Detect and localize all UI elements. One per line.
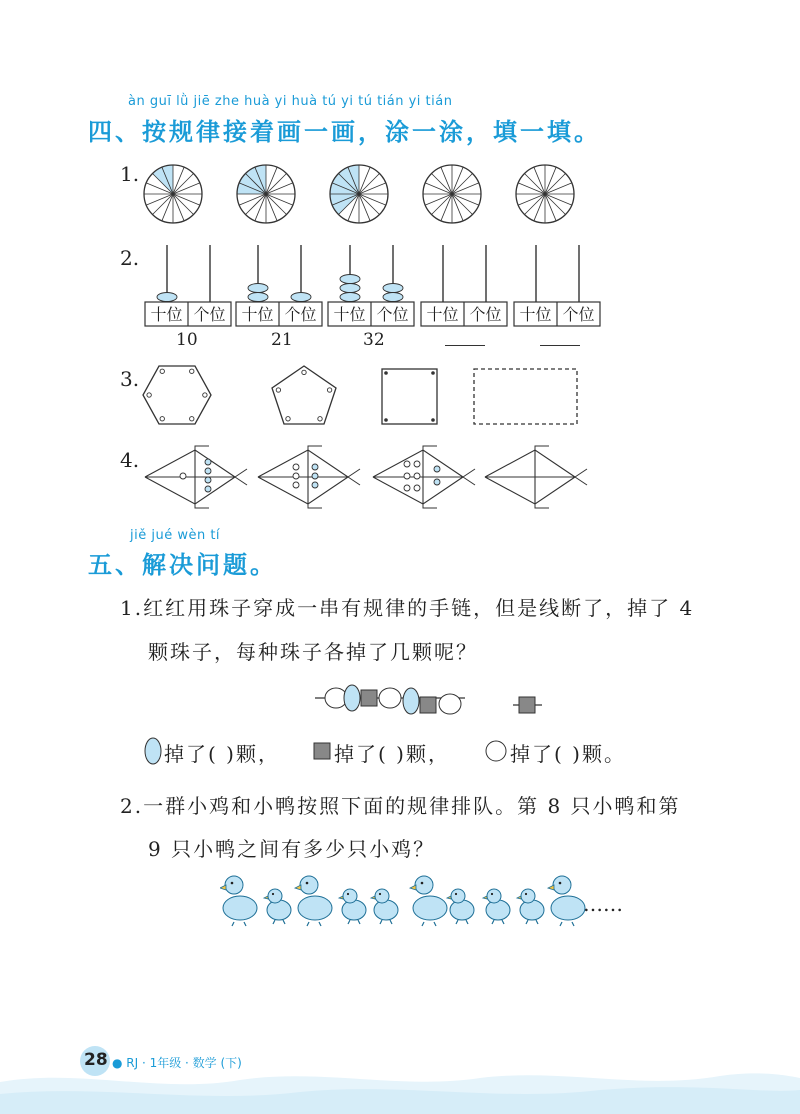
fish xyxy=(373,446,475,508)
bead-circle xyxy=(379,688,401,708)
corner-dot xyxy=(190,417,194,421)
bead-square xyxy=(420,697,436,713)
fish-dot-white xyxy=(180,473,186,479)
abacus-label-ones: 个位 xyxy=(193,305,226,324)
abacus-answer-blank-1[interactable] xyxy=(445,345,485,346)
fish-dot-blue xyxy=(434,466,440,472)
fish-dot-white xyxy=(414,473,420,479)
corner-dot xyxy=(302,370,306,374)
fraction-circle xyxy=(516,165,574,223)
abacus-label-tens: 十位 xyxy=(150,305,183,324)
fish-dot-white xyxy=(293,482,299,488)
section5-pinyin: jiě jué wèn tí xyxy=(130,528,221,543)
square-bead-icon xyxy=(312,740,332,762)
bead-square xyxy=(519,697,535,713)
fish-dot-blue xyxy=(312,482,318,488)
abacus-label-tens: 十位 xyxy=(333,305,366,324)
square-shape xyxy=(382,369,437,424)
bead-oval xyxy=(403,688,419,714)
corner-dot xyxy=(190,369,194,373)
chick-icon xyxy=(517,889,544,924)
fish-dot-blue xyxy=(434,479,440,485)
abacus-bead xyxy=(340,284,360,293)
section5-title: 五、解决问题。 xyxy=(88,551,277,579)
corner-dot xyxy=(384,418,388,422)
fraction-circle xyxy=(144,165,202,223)
abacus-bead xyxy=(291,293,311,302)
hexagon-shape xyxy=(143,366,211,424)
corner-dot xyxy=(276,388,280,392)
q2-number: 2. xyxy=(120,246,140,270)
abacus-bead xyxy=(383,284,403,293)
abacus-answer-blank-2[interactable] xyxy=(540,345,580,346)
section4-title: 四、按规律接着画一画，涂一涂，填一填。 xyxy=(88,118,601,146)
fish-dot-white xyxy=(414,461,420,467)
abacus-label-ones: 个位 xyxy=(284,305,317,324)
bracelet-illustration xyxy=(310,680,550,720)
oval-bead-icon xyxy=(143,736,163,766)
abacus-label-tens: 十位 xyxy=(241,305,274,324)
problem2-line2: 9 只小鸭之间有多少只小鸡？ xyxy=(148,837,436,861)
problem1-line1: 1.红红用珠子穿成一串有规律的手链，但是线断了，掉了 4 xyxy=(120,596,695,620)
fraction-circle xyxy=(423,165,481,223)
bead-square xyxy=(361,690,377,706)
abacus-label-ones: 个位 xyxy=(376,305,409,324)
corner-dot xyxy=(431,418,435,422)
q1-number: 1. xyxy=(120,162,140,186)
abacus xyxy=(236,245,322,326)
corner-dot xyxy=(160,417,164,421)
footer-book-info: ● RJ · 1年级 · 数学 (下) xyxy=(112,1056,242,1070)
fish-dot-white xyxy=(404,485,410,491)
corner-dot xyxy=(384,371,388,375)
section4-pinyin: àn guī lǜ jiē zhe huà yi huà tú yi tú tián yi tián xyxy=(128,94,453,109)
abacus-value-2: 21 xyxy=(271,330,293,350)
answer-square-count: 掉了( )颗， xyxy=(334,742,450,766)
problem1-line2: 颗珠子，每种珠子各掉了几颗呢？ xyxy=(148,640,478,664)
chick-icon xyxy=(447,889,474,924)
chick-icon xyxy=(264,889,291,924)
corner-dot xyxy=(286,417,290,421)
page-number: 28 xyxy=(84,1050,108,1070)
abacus xyxy=(328,245,414,326)
duck-icon xyxy=(220,876,257,926)
chick-duck-sequence xyxy=(220,870,600,930)
chick-icon xyxy=(339,889,366,924)
fish-dot-white xyxy=(404,461,410,467)
abacus-bead xyxy=(248,293,268,302)
fish-dot-white xyxy=(293,473,299,479)
fraction-circle xyxy=(237,165,295,223)
chick-icon xyxy=(483,889,510,924)
bead-circle xyxy=(439,694,461,714)
abacus-value-3: 32 xyxy=(363,330,385,350)
fraction-circle xyxy=(330,165,388,223)
fish-row xyxy=(140,440,620,515)
abacus-label-tens: 十位 xyxy=(426,305,459,324)
bead-oval xyxy=(344,685,360,711)
circle-bead-icon xyxy=(483,738,509,764)
duck-icon xyxy=(295,876,332,926)
chick-icon xyxy=(371,889,398,924)
abacus-bead xyxy=(340,293,360,302)
q4-number: 4. xyxy=(120,448,140,472)
corner-dot xyxy=(318,417,322,421)
corner-dot xyxy=(160,369,164,373)
abacus-bead xyxy=(383,293,403,302)
corner-dot xyxy=(431,371,435,375)
abacus-bead xyxy=(248,284,268,293)
polygon-row xyxy=(140,360,600,430)
answer-oval-count: 掉了( )颗， xyxy=(164,742,280,766)
fish-dot-blue xyxy=(312,464,318,470)
abacus xyxy=(514,245,600,326)
fish xyxy=(145,446,247,508)
abacus-bead xyxy=(157,293,177,302)
sequence-ellipsis: …… xyxy=(583,892,623,916)
q3-number: 3. xyxy=(120,367,140,391)
fish-dot-blue xyxy=(205,459,211,465)
fish-dot-white xyxy=(404,473,410,479)
drawing-area-dashed[interactable] xyxy=(474,369,577,424)
fish-dot-white xyxy=(293,464,299,470)
problem2-line1: 2.一群小鸡和小鸭按照下面的规律排队。第 8 只小鸭和第 xyxy=(120,794,681,818)
abacus xyxy=(421,245,507,326)
corner-dot xyxy=(327,388,331,392)
fish xyxy=(485,446,587,508)
fish-dot-blue xyxy=(205,477,211,483)
abacus-label-tens: 十位 xyxy=(519,305,552,324)
answer-circle-count: 掉了( )颗。 xyxy=(510,742,626,766)
duck-icon xyxy=(410,876,447,926)
fish-dot-blue xyxy=(312,473,318,479)
abacus-row xyxy=(140,240,620,330)
abacus-value-1: 10 xyxy=(176,330,198,350)
abacus-label-ones: 个位 xyxy=(562,305,595,324)
duck-icon xyxy=(548,876,585,926)
fish-dot-white xyxy=(414,485,420,491)
corner-dot xyxy=(203,393,207,397)
fish-dot-blue xyxy=(205,486,211,492)
fish-dot-blue xyxy=(205,468,211,474)
abacus-label-ones: 个位 xyxy=(469,305,502,324)
abacus xyxy=(145,245,231,326)
fish xyxy=(258,446,360,508)
abacus-bead xyxy=(340,275,360,284)
circle-pattern-row xyxy=(135,150,615,240)
corner-dot xyxy=(147,393,151,397)
